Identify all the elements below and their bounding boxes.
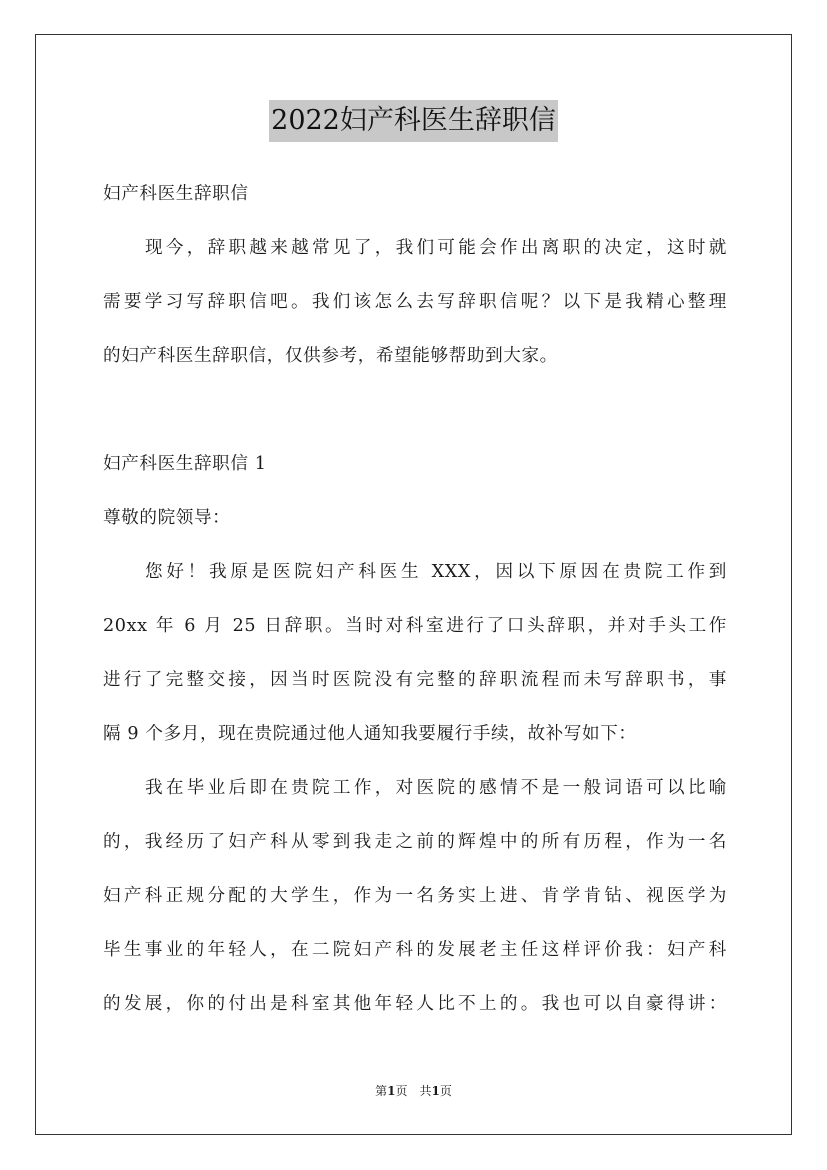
- footer-total-pages: 1: [431, 1084, 440, 1098]
- footer-suffix: 页: [439, 1084, 452, 1098]
- body-line-3: 进行了完整交接，因当时医院没有完整的辞职流程而未写辞职书，事: [103, 670, 727, 690]
- footer-page-number: 1: [387, 1084, 396, 1098]
- section-heading: 妇产科医生辞职信: [103, 184, 249, 204]
- page-footer: [0, 1082, 827, 1100]
- body-line-1: 您好！我原是医院妇产科医生 XXX，因以下原因在贵院工作到: [145, 562, 727, 582]
- document-title: 2022妇产科医生辞职信: [269, 100, 558, 142]
- intro-line-3: 的妇产科医生辞职信，仅供参考，希望能够帮助到大家。: [103, 346, 558, 366]
- salutation: 尊敬的院领导：: [103, 508, 231, 528]
- letter-heading: 妇产科医生辞职信 1: [103, 454, 267, 474]
- footer-prefix: 第: [375, 1084, 388, 1098]
- body-line-2: 20xx 年 6 月 25 日辞职。当时对科室进行了口头辞职，并对手头工作: [103, 616, 727, 636]
- body-line-7: 妇产科正规分配的大学生，作为一名务实上进、肯学肯钻、视医学为: [103, 886, 727, 906]
- body-line-8: 毕生事业的年轻人，在二院妇产科的发展老主任这样评价我：妇产科: [103, 940, 727, 960]
- title-container: [0, 100, 827, 142]
- body-line-4: 隔 9 个多月，现在贵院通过他人通知我要履行手续，故补写如下：: [103, 724, 637, 744]
- body-line-5: 我在毕业后即在贵院工作，对医院的感情不是一般词语可以比喻: [145, 778, 727, 798]
- footer-middle: 页 共: [395, 1084, 432, 1098]
- body-line-9: 的发展，你的付出是科室其他年轻人比不上的。我也可以自豪得讲：: [103, 994, 727, 1014]
- body-line-6: 的，我经历了妇产科从零到我走之前的辉煌中的所有历程，作为一名: [103, 832, 727, 852]
- intro-line-1: 现今，辞职越来越常见了，我们可能会作出离职的决定，这时就: [145, 238, 727, 258]
- intro-line-2: 需要学习写辞职信吧。我们该怎么去写辞职信呢？以下是我精心整理: [103, 292, 727, 312]
